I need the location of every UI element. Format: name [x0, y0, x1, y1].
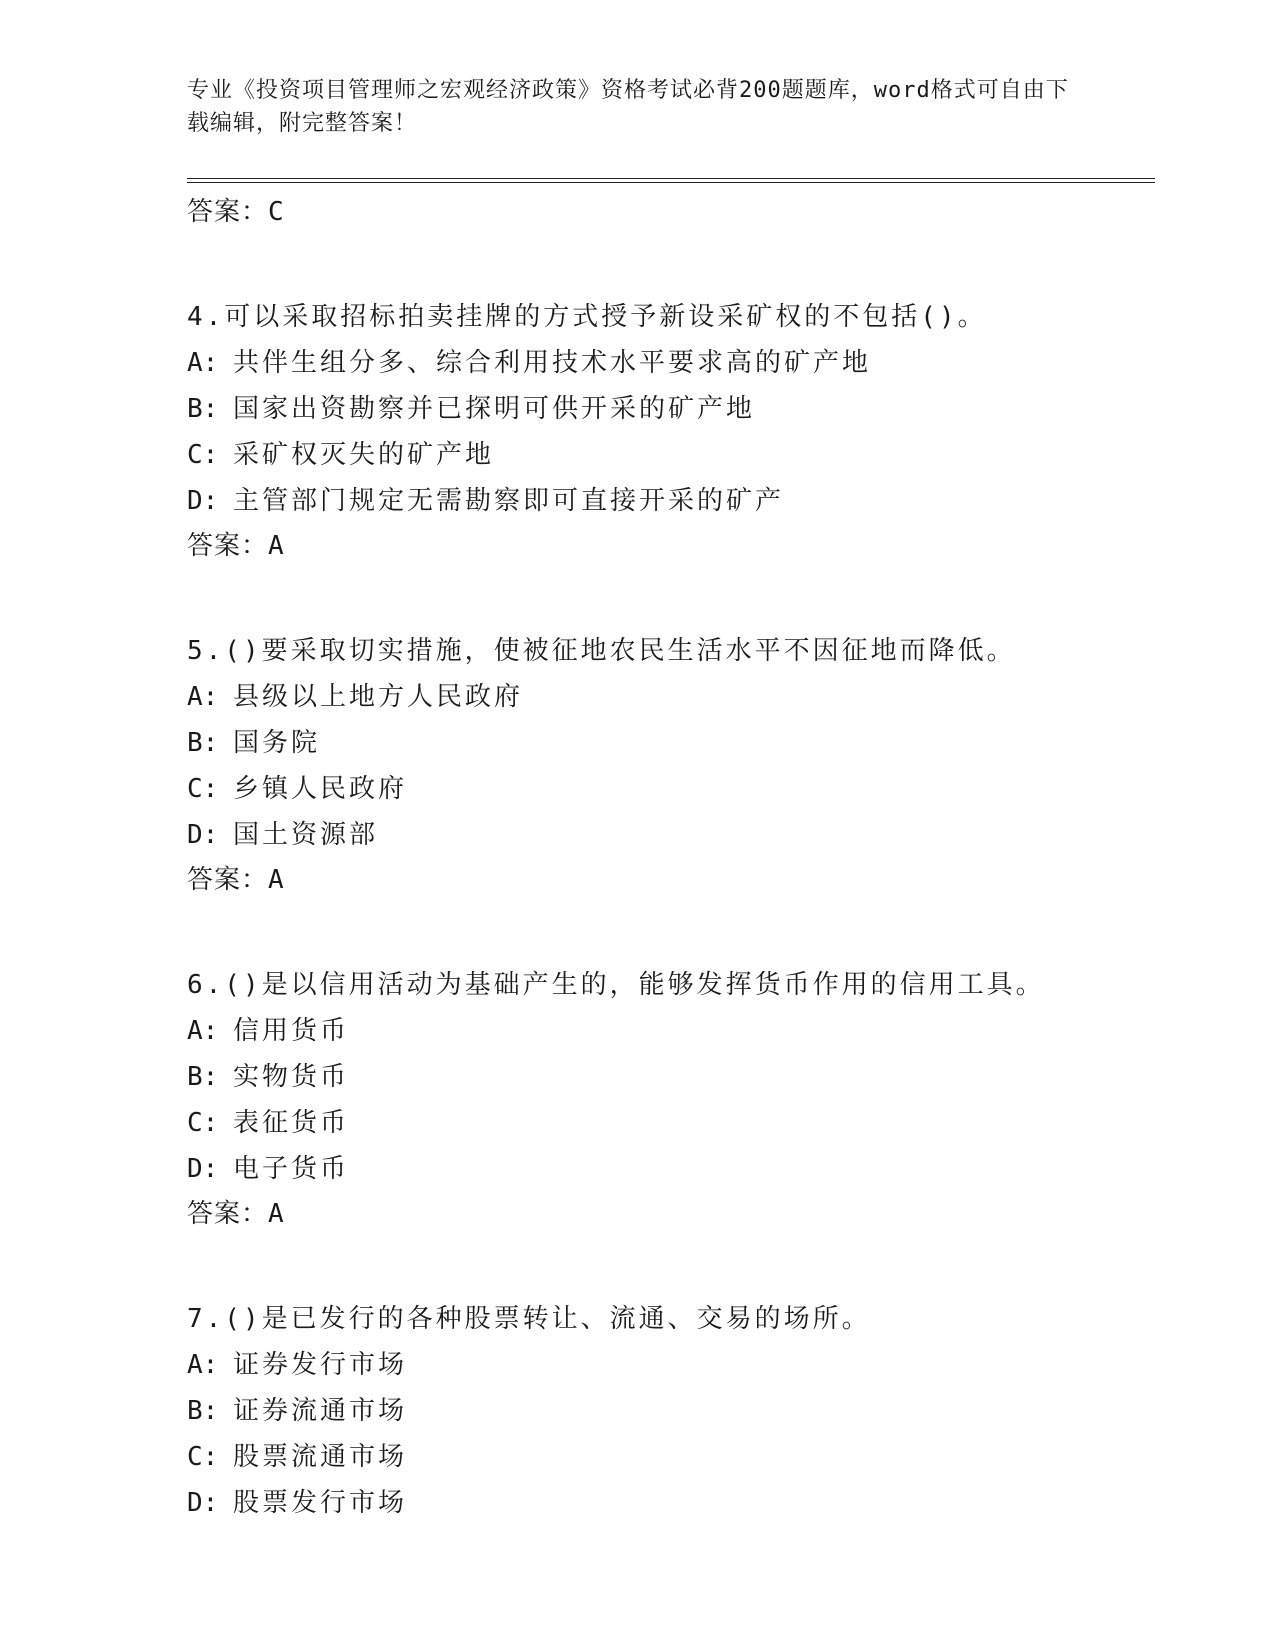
question-text: 7.()是已发行的各种股票转让、流通、交易的场所。 [187, 1304, 871, 1334]
option-letter: D: [187, 486, 219, 516]
option-letter: A: [187, 1350, 219, 1380]
option-letter: C: [187, 1442, 219, 1472]
question-6 [187, 962, 1155, 1236]
option-text: 国务院 [233, 728, 321, 758]
option-b [187, 386, 1155, 432]
question-list [187, 190, 1155, 1526]
option-letter: C: [187, 1108, 219, 1138]
option-text: 股票发行市场 [233, 1488, 408, 1518]
question-text: 6.()是以信用活动为基础产生的，能够发挥货币作用的信用工具。 [187, 970, 1045, 1000]
option-text: 主管部门规定无需勘察即可直接开采的矿产 [233, 486, 785, 516]
question-5 [187, 628, 1155, 902]
option-a [187, 340, 1155, 386]
option-c [187, 432, 1155, 478]
option-c [187, 1434, 1155, 1480]
option-c [187, 1100, 1155, 1146]
option-text: 县级以上地方人民政府 [233, 682, 524, 712]
question-text: 5.()要采取切实措施，使被征地农民生活水平不因征地而降低。 [187, 636, 1016, 666]
option-text: 电子货币 [233, 1154, 350, 1184]
option-text: 实物货币 [233, 1062, 350, 1092]
option-text: 证券发行市场 [233, 1350, 408, 1380]
option-text: 信用货币 [233, 1016, 350, 1046]
option-letter: A: [187, 682, 219, 712]
option-letter: C: [187, 774, 219, 804]
option-b [187, 1388, 1155, 1434]
answer-line: 答案：A [187, 865, 285, 895]
option-a [187, 1342, 1155, 1388]
option-letter: D: [187, 820, 219, 850]
option-d [187, 1480, 1155, 1526]
option-letter: D: [187, 1488, 219, 1518]
option-letter: D: [187, 1154, 219, 1184]
answer-line: 答案：A [187, 1199, 285, 1229]
option-letter: B: [187, 1062, 219, 1092]
option-letter: B: [187, 394, 219, 424]
option-text: 共伴生组分多、综合利用技术水平要求高的矿产地 [233, 348, 872, 378]
document-header: 专业《投资项目管理师之宏观经济政策》资格考试必背200题题库，word格式可自由下载编辑，附完整答案！ [187, 78, 1069, 136]
question-text: 4.可以采取招标拍卖挂牌的方式授予新设采矿权的不包括()。 [187, 302, 987, 332]
option-b [187, 720, 1155, 766]
option-letter: A: [187, 348, 219, 378]
option-text: 国家出资勘察并已探明可供开采的矿产地 [233, 394, 756, 424]
option-letter: A: [187, 1016, 219, 1046]
option-letter: B: [187, 1396, 219, 1426]
option-text: 乡镇人民政府 [233, 774, 408, 804]
option-d [187, 1146, 1155, 1192]
option-text: 表征货币 [233, 1108, 350, 1138]
option-text: 证券流通市场 [233, 1396, 408, 1426]
option-letter: B: [187, 728, 219, 758]
header-divider-bottom [187, 182, 1155, 183]
option-d [187, 812, 1155, 858]
answer-line: 答案：C [187, 197, 285, 227]
question-7 [187, 1296, 1155, 1526]
question-4 [187, 294, 1155, 568]
option-a [187, 674, 1155, 720]
option-c [187, 766, 1155, 812]
option-letter: C: [187, 440, 219, 470]
option-text: 国土资源部 [233, 820, 379, 850]
option-text: 采矿权灭失的矿产地 [233, 440, 495, 470]
header-divider-top [187, 178, 1155, 179]
option-text: 股票流通市场 [233, 1442, 408, 1472]
option-d [187, 478, 1155, 524]
option-a [187, 1008, 1155, 1054]
option-b [187, 1054, 1155, 1100]
answer-line: 答案：A [187, 531, 285, 561]
